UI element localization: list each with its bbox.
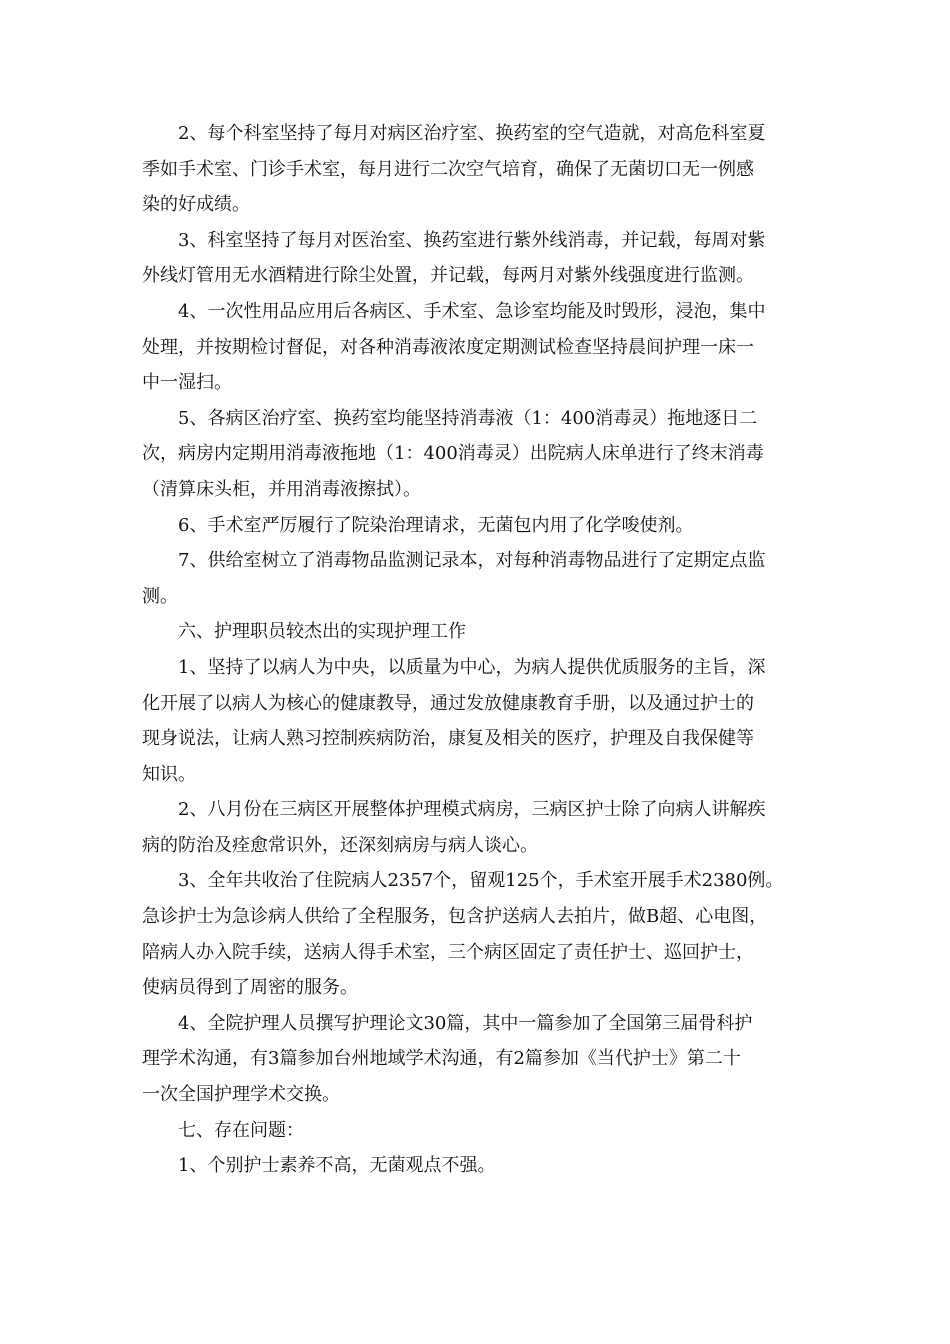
text-line: 3、全年共收治了住院病人2357个，留观125个，手术室开展手术2380例。 (142, 870, 784, 892)
text-line: 4、全院护理人员撰写护理论文30篇，其中一篇参加了全国第三届骨科护 (142, 1012, 753, 1034)
text-line: 使病员得到了周密的服务。 (142, 977, 358, 999)
text-line: 3、科室坚持了每月对医治室、换药室进行紫外线消毒，并记载，每周对紫 (142, 229, 766, 251)
text-line: （清算床头柜，并用消毒液擦拭）。 (142, 478, 421, 500)
text-line: 知识。 (142, 763, 196, 785)
text-line: 6、手术室严厉履行了院染治理请求，无菌包内用了化学唆使剂。 (142, 514, 694, 536)
text-line: 7、供给室树立了消毒物品监测记录本，对每种消毒物品进行了定期定点监 (142, 550, 766, 572)
text-line: 5、各病区治疗室、换药室均能坚持消毒液（1：400消毒灵）拖地逐日二 (142, 407, 758, 429)
document-body (142, 116, 808, 1184)
text-line: 化开展了以病人为核心的健康教导，通过发放健康教育手册，以及通过护士的 (142, 692, 754, 714)
text-line: 4、一次性用品应用后各病区、手术室、急诊室均能及时毁形，浸泡，集中 (142, 300, 766, 322)
text-line: 病的防治及痊愈常识外，还深刻病房与病人谈心。 (142, 834, 538, 856)
section-heading: 六、护理职员较杰出的实现护理工作 (142, 621, 466, 643)
text-line: 急诊护士为急诊病人供给了全程服务，包含护送病人去拍片，做B超、心电图， (142, 906, 768, 928)
text-line: 外线灯管用无水酒精进行除尘处置，并记载，每两月对紫外线强度进行监测。 (142, 265, 754, 287)
text-line: 陪病人办入院手续，送病人得手术室，三个病区固定了责任护士、巡回护士， (142, 941, 754, 963)
text-line: 季如手术室、门诊手术室，每月进行二次空气培育，确保了无菌切口无一例感 (142, 158, 754, 180)
text-line: 次，病房内定期用消毒液拖地（1：400消毒灵）出院病人床单进行了终末消毒 (142, 443, 764, 465)
text-line: 1、个别护士素养不高，无菌观点不强。 (142, 1155, 496, 1177)
text-line: 2、每个科室坚持了每月对病区治疗室、换药室的空气造就，对高危科室夏 (142, 123, 766, 144)
text-line: 1、坚持了以病人为中央，以质量为中心，为病人提供优质服务的主旨，深 (142, 656, 766, 678)
text-line: 现身说法，让病人熟习控制疾病防治，康复及相关的医疗，护理及自我保健等 (142, 728, 754, 750)
text-line: 理学术沟通，有3篇参加台州地域学术沟通，有2篇参加《当代护士》第二十 (142, 1048, 741, 1070)
text-line: 2、八月份在三病区开展整体护理模式病房，三病区护士除了向病人讲解疾 (142, 799, 766, 821)
section-heading: 七、存在问题： (142, 1119, 304, 1141)
text-line: 一次全国护理学术交换。 (142, 1084, 340, 1106)
text-line: 处理，并按期检讨督促，对各种消毒液浓度定期测试检查坚持晨间护理一床一 (142, 336, 754, 358)
text-line: 测。 (142, 585, 178, 607)
text-line: 中一湿扫。 (142, 372, 232, 394)
text-line: 染的好成绩。 (142, 194, 250, 216)
